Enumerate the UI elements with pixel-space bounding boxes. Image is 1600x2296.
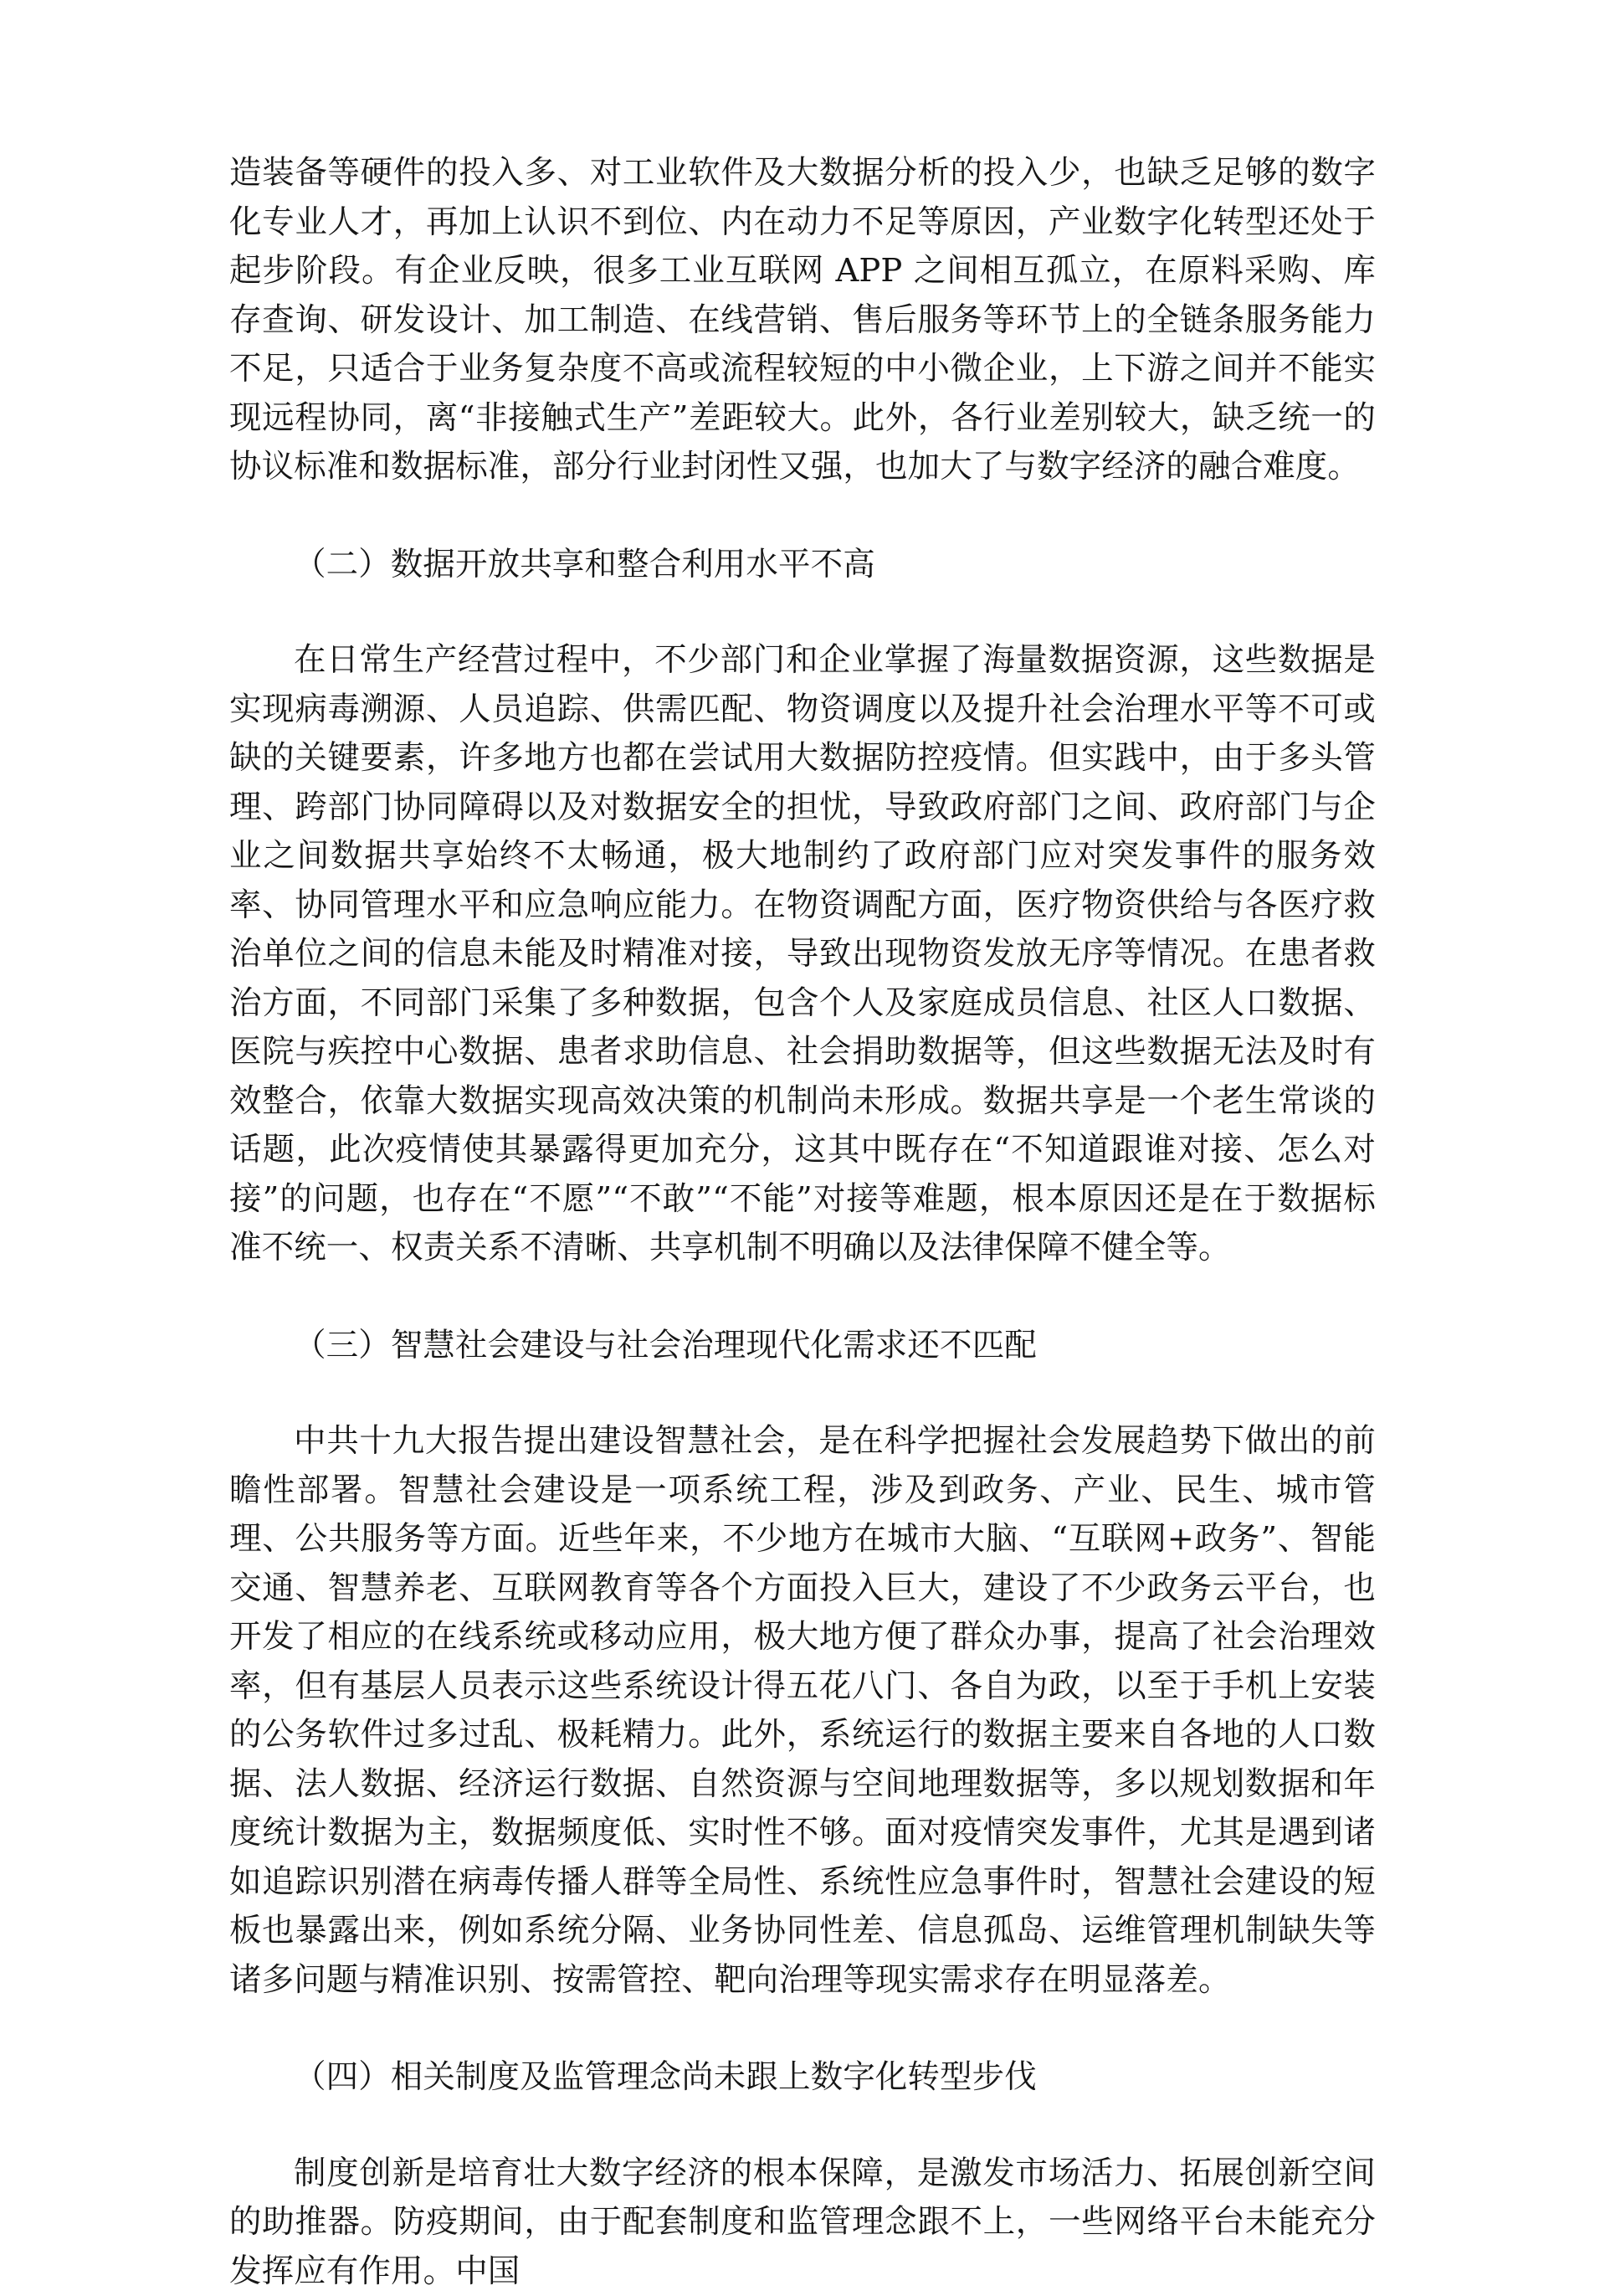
section-heading-four: （四）相关制度及监管理念尚未跟上数字化转型步伐 (229, 2053, 1376, 2103)
body-paragraph-three: 中共十九大报告提出建设智慧社会，是在科学把握社会发展趋势下做出的前瞻性部署。智慧社会建设是一项系统工程，涉及到政务、产业、民生、城市管理、公共服务等方面。近些年来，不少地方在城市大脑、“互联网+政务”、智能交通、智慧养老、互联网教育等各个方面投入巨大，建设了不少政务云平台，也开发了相应的在线系统或移动应用，极大地方便了群众办事，提高了社会治理效率，但有基层人员表示这些系统设计得五花八门、各自为政，以至于手机上安装的公务软件过多过乱、极耗精力。此外，系统运行的数据主要来自各地的人口数据、法人数据、经济运行数据、自然资源与空间地理数据等，多以规划数据和年度统计数据为主，数据频度低、实时性不够。面对疫情突发事件，尤其是遇到诸如追踪识别潜在病毒传播人群等全局性、系统性应急事件时，智慧社会建设的短板也暴露出来，例如系统分隔、业务协同性差、信息孤岛、运维管理机制缺失等诸多问题与精准识别、按需管控、靶向治理等现实需求存在明显落差。 (229, 1417, 1376, 2005)
body-paragraph-four: 制度创新是培育壮大数字经济的根本保障，是激发市场活力、拓展创新空间的助推器。防疫期间，由于配套制度和监管理念跟不上，一些网络平台未能充分发挥应有作用。中国 (229, 2150, 1376, 2296)
body-paragraph-continued: 造装备等硬件的投入多、对工业软件及大数据分析的投入少，也缺乏足够的数字化专业人才，再加上认识不到位、内在动力不足等原因，产业数字化转型还处于起步阶段。有企业反映，很多工业互联网 APP 之间相互孤立，在原料采购、库存查询、研发设计、加工制造、在线营销、售后服务等环节上的全链条服务能力不足，只适合于业务复杂度不高或流程较短的中小微企业，上下游之间并不能实现远程协同，离“非接触式生产”差距较大。此外，各行业差别较大，缺乏统一的协议标准和数据标准，部分行业封闭性又强，也加大了与数字经济的融合难度。 (229, 149, 1376, 492)
paragraph-spacer (229, 1273, 1376, 1322)
heading-spacer (229, 589, 1376, 636)
paragraph-spacer (229, 492, 1376, 541)
body-paragraph-two: 在日常生产经营过程中，不少部门和企业掌握了海量数据资源，这些数据是实现病毒溯源、人员追踪、供需匹配、物资调度以及提升社会治理水平等不可或缺的关键要素，许多地方也都在尝试用大数据防控疫情。但实践中，由于多头管理、跨部门协同障碍以及对数据安全的担忧，导致政府部门之间、政府部门与企业之间数据共享始终不太畅通，极大地制约了政府部门应对突发事件的服务效率、协同管理水平和应急响应能力。在物资调配方面，医疗物资供给与各医疗救治单位之间的信息未能及时精准对接，导致出现物资发放无序等情况。在患者救治方面，不同部门采集了多种数据，包含个人及家庭成员信息、社区人口数据、医院与疾控中心数据、患者求助信息、社会捐助数据等，但这些数据无法及时有效整合，依靠大数据实现高效决策的机制尚未形成。数据共享是一个老生常谈的话题，此次疫情使其暴露得更加充分，这其中既存在“不知道跟谁对接、怎么对接”的问题，也存在“不愿”“不敢”“不能”对接等难题，根本原因还是在于数据标准不统一、权责关系不清晰、共享机制不明确以及法律保障不健全等。 (229, 636, 1376, 1273)
section-heading-three: （三）智慧社会建设与社会治理现代化需求还不匹配 (229, 1322, 1376, 1371)
heading-spacer (229, 2103, 1376, 2150)
heading-spacer (229, 1370, 1376, 1417)
section-heading-two: （二）数据开放共享和整合利用水平不高 (229, 541, 1376, 590)
document-text-column (229, 149, 1376, 2296)
paragraph-spacer (229, 2005, 1376, 2053)
